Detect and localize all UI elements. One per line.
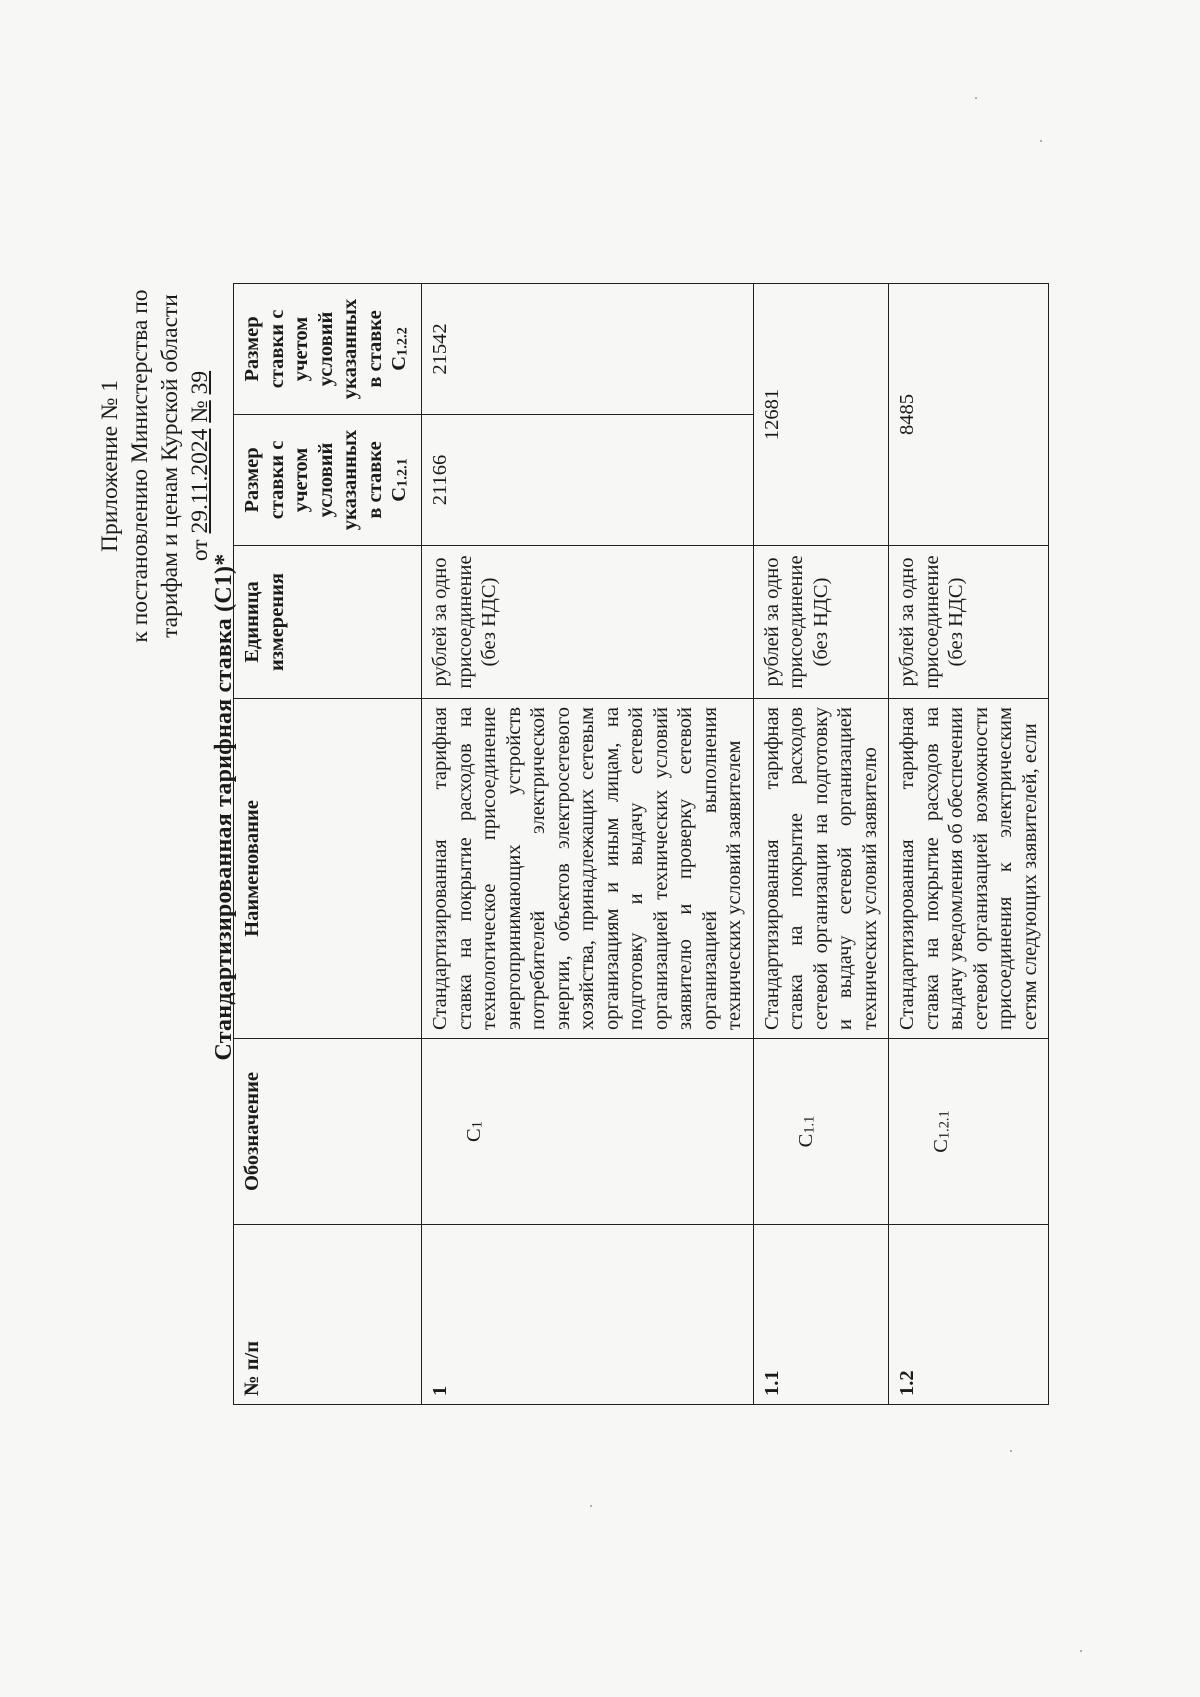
header-rate-1: Размер ставки с учетом условий указанных в ставке $С_{1.2.1}$ <box>234 415 422 546</box>
row-name: Стандартизированная тарифная ставка на покрытие расходов на технологическое присоединение энергопринимающих устройств потребителей электрической энергии, объектов электросетевого хозяйства, принадлежащих сетевым организациям и иным лицам, на подготовку и выдачу сетевой организацией технических условий заявителю и проверку сетевой организацией выполнения технических условий заявителем <box>422 699 754 1039</box>
table-row <box>889 284 1049 1405</box>
row-num: 1.2 <box>889 1225 1049 1405</box>
row-rate-merged: 8485 <box>889 284 1049 546</box>
header-rate-2: Размер ставки с учетом условий указанных в ставке $С_{1.2.2}$ <box>234 284 422 415</box>
document-title: Стандартизированная тарифная ставка (С1)* <box>211 553 237 1061</box>
row-rate-1: 21166 <box>422 415 754 546</box>
header-name: Наименование <box>234 699 422 1039</box>
appendix-line-3: тарифам и ценам Курской области <box>157 294 183 638</box>
date-prefix: от <box>187 539 213 562</box>
header-num: № п/п <box>234 1225 422 1405</box>
scan-speck <box>975 97 977 99</box>
scan-speck <box>1010 1450 1012 1452</box>
appendix-line-2: к постановлению Министерства по <box>127 289 153 643</box>
appendix-line-1: Приложение № 1 <box>97 379 123 553</box>
header-rate-1-code: С <box>388 486 410 502</box>
table-header-row <box>234 284 422 1405</box>
row-name: Стандартизированная тарифная ставка на покрытие расходов сетевой организации на подготовку и выдачу сетевой организацией технических условий заявителю <box>753 699 889 1039</box>
row-designation: $С_{1.2.1}$ <box>889 1039 1049 1225</box>
row-rate-2: 21542 <box>422 284 754 415</box>
row-num: 1 <box>422 1225 754 1405</box>
decree-number: 39 <box>187 370 213 395</box>
header-rate-2-code: С <box>388 355 410 371</box>
scan-speck <box>1080 1650 1082 1652</box>
scan-speck <box>590 1505 592 1507</box>
scan-speck <box>1040 140 1042 142</box>
header-designation: Обозначение <box>234 1039 422 1225</box>
decree-date: 29.11.2024 <box>187 428 213 534</box>
tariff-table <box>233 283 1049 1405</box>
row-rate-merged: 12681 <box>753 284 889 546</box>
row-unit: рублей за одно присоединение (без НДС) <box>889 546 1049 699</box>
row-num: 1.1 <box>753 1225 889 1405</box>
appendix-header <box>95 186 215 746</box>
row-unit: рублей за одно присоединение (без НДС) <box>753 546 889 699</box>
row-designation: $С_1$ <box>422 1039 754 1225</box>
number-prefix: № <box>187 400 213 423</box>
table-row <box>753 284 889 1405</box>
header-unit: Единица измерения <box>234 546 422 699</box>
table-row <box>422 284 754 1405</box>
row-unit: рублей за одно присоединение (без НДС) <box>422 546 754 699</box>
row-name: Стандартизированная тарифная ставка на покрытие расходов на выдачу уведомления об обеспечении сетевой организацией возможности присоединения к электрическим сетям следующих заявителей, если <box>889 699 1049 1039</box>
row-designation: $С_{1.1}$ <box>753 1039 889 1225</box>
